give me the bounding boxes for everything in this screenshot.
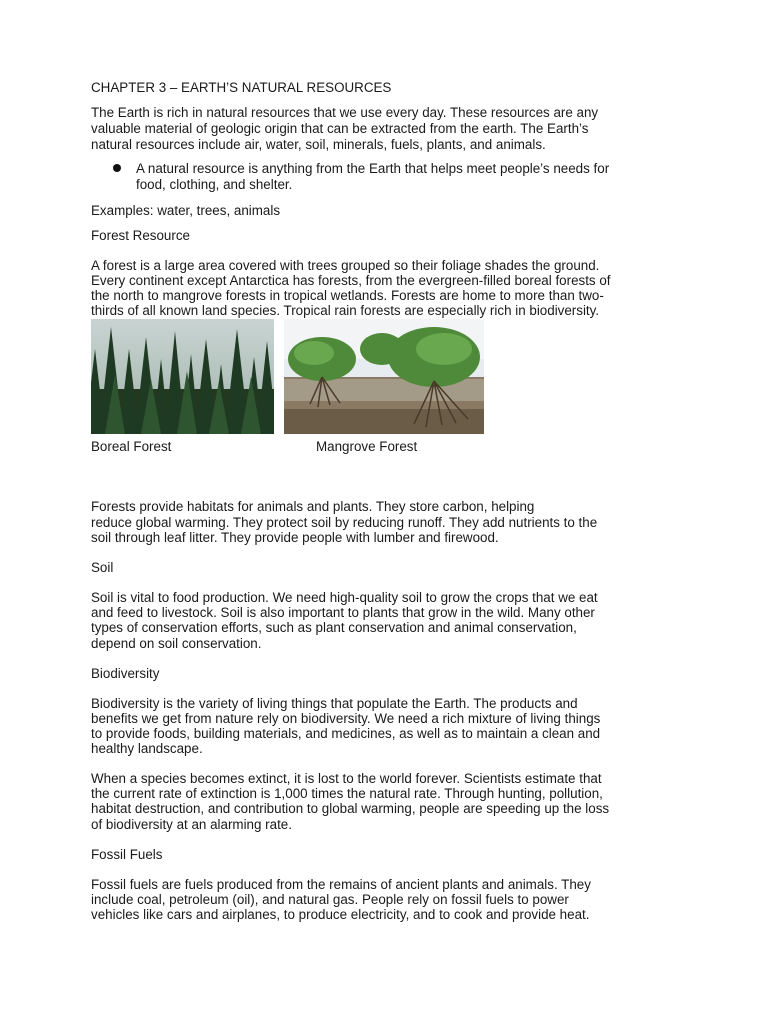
forest-para2-line: Forests provide habitats for animals and plants. They store carbon, helping xyxy=(91,499,535,514)
fossil-para-line: Fossil fuels are fuels produced from the remains of ancient plants and animals. They xyxy=(91,877,591,892)
bullet-line: food, clothing, and shelter. xyxy=(136,177,293,192)
fossil-heading: Fossil Fuels xyxy=(91,847,163,862)
soil-para-line: and feed to livestock. Soil is also important to plants that grow in the wild. Many other xyxy=(91,605,595,620)
boreal-forest-image xyxy=(91,319,274,434)
biodiversity-para2-line: When a species becomes extinct, it is lost to the world forever. Scientists estimate that xyxy=(91,771,602,786)
fossil-para-line: vehicles like cars and airplanes, to produce electricity, and to cook and provide heat. xyxy=(91,907,590,922)
bullet-line: A natural resource is anything from the Earth that helps meet people’s needs for xyxy=(136,161,610,176)
examples-line: Examples: water, trees, animals xyxy=(91,203,281,218)
biodiversity-para-line: to provide foods, building materials, and medicines, as well as to maintain a clean and xyxy=(91,726,601,741)
biodiversity-para-line: healthy landscape. xyxy=(91,741,203,756)
caption-mangrove: Mangrove Forest xyxy=(316,439,418,454)
soil-heading: Soil xyxy=(91,560,114,575)
biodiversity-heading: Biodiversity xyxy=(91,666,160,681)
caption-boreal: Boreal Forest xyxy=(91,439,172,454)
soil-para-line: Soil is vital to food production. We need high-quality soil to grow the crops that we eat xyxy=(91,590,598,605)
intro-line: valuable material of geologic origin that can be extracted from the earth. The Earth’s xyxy=(91,121,589,136)
soil-para-line: depend on soil conservation. xyxy=(91,636,262,651)
forest-para-line: A forest is a large area covered with trees grouped so their foliage shades the ground. xyxy=(91,258,600,273)
forest-heading: Forest Resource xyxy=(91,228,190,243)
forest-para2-line: reduce global warming. They protect soil by reducing runoff. They add nutrients to the xyxy=(91,515,598,530)
forest-para-line: thirds of all known land species. Tropical rain forests are especially rich in biodiversity. xyxy=(91,303,600,318)
forest-para-line: the north to mangrove forests in tropical wetlands. Forests are home to more than two- xyxy=(91,288,604,303)
biodiversity-para2-line: of biodiversity at an alarming rate. xyxy=(91,817,292,832)
fossil-para-line: include coal, petroleum (oil), and natural gas. People rely on fossil fuels to power xyxy=(91,892,569,907)
mangrove-forest-image xyxy=(284,319,484,434)
forest-para-line: Every continent except Antarctica has forests, from the evergreen-filled boreal forests of xyxy=(91,273,611,288)
biodiversity-para-line: Biodiversity is the variety of living things that populate the Earth. The products and xyxy=(91,696,578,711)
chapter-title: CHAPTER 3 – EARTH’S NATURAL RESOURCES xyxy=(91,80,392,95)
bullet-dot-icon xyxy=(113,164,121,172)
biodiversity-para-line: benefits we get from nature rely on biodiversity. We need a rich mixture of living things xyxy=(91,711,601,726)
biodiversity-para2-line: the current rate of extinction is 1,000 times the natural rate. Through hunting, pollution, xyxy=(91,786,603,801)
intro-line: natural resources include air, water, soil, minerals, fuels, plants, and animals. xyxy=(91,137,546,152)
biodiversity-para2-line: habitat destruction, and contribution to global warming, people are speeding up the loss xyxy=(91,801,610,816)
soil-para-line: types of conservation efforts, such as plant conservation and animal conservation, xyxy=(91,620,577,635)
intro-line: The Earth is rich in natural resources that we use every day. These resources are any xyxy=(91,105,599,120)
forest-para2-line: soil through leaf litter. They provide people with lumber and firewood. xyxy=(91,530,499,545)
